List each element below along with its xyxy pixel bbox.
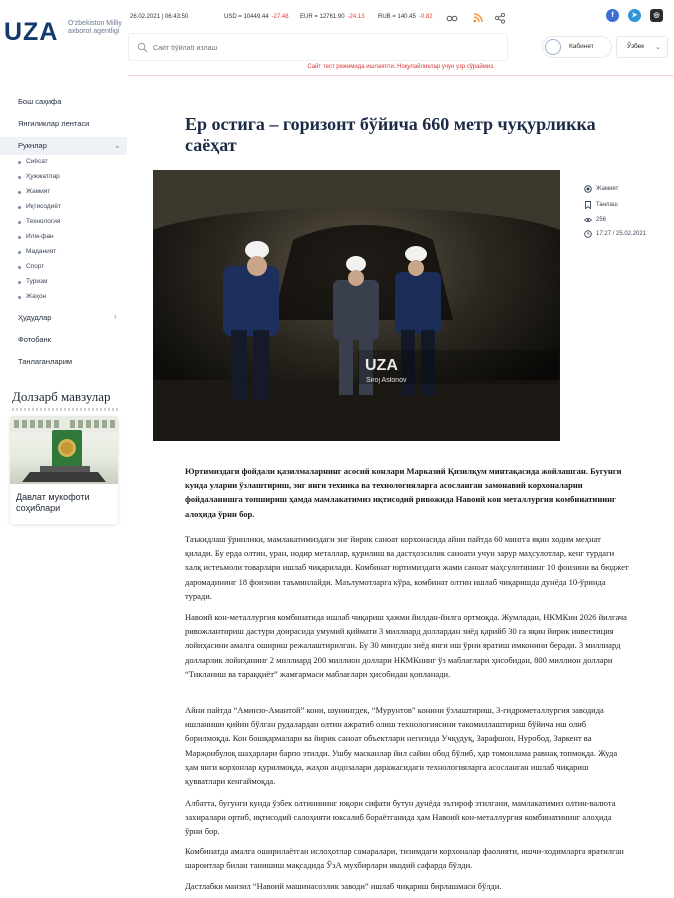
chevron-down-icon: ⌄ xyxy=(655,44,661,51)
rate-usd: USD = 10449.44 -27.48 xyxy=(224,14,289,20)
bookmark-icon xyxy=(584,201,592,209)
rate-eur: EUR = 12761.90 -24.13 xyxy=(300,14,365,20)
share-icon[interactable] xyxy=(494,12,506,24)
cabinet-label: Кабинет xyxy=(569,43,594,50)
photo-watermark: UZA xyxy=(365,357,398,374)
topics-title: Долзарб мавзулар xyxy=(12,389,111,404)
topic-card[interactable] xyxy=(10,416,118,524)
article-photo[interactable] xyxy=(153,170,560,441)
sidebar-subitem-technology[interactable]: Технология xyxy=(26,218,61,225)
article-paragraph: Айни пайтда “Аминзо-Амантой” кони, шунингдек, “Мурунтов” конини ўзлаштириш, 3-гидрометаллургия заводида ишланиши қийин бўлган рудалардан олтин ажратиб олиш технологиясини такомиллаштириш бўйича иш олиб борилмоқда. Кон бошқармалари ва йирик саноат объектлари негизида Учқудуқ, Зарафшон, Нуробод, Заркент ва Марҗонбулоқ шаҳарлари барпо этилди. Ушбу масканлар йил сайин обод бўлиб, ҳар томонлама равнақ топмоқда. Жуда ҳам янги корхонлар қурилмоқда, жаҳон андозалари даражасидаги технологияларга асосланган ишлаб чиқариш қувватлари кенгаймоқда. xyxy=(185,705,618,787)
logo-subtitle: O'zbekiston Milliy axborot agentligi xyxy=(68,20,122,35)
chevron-right-icon: › xyxy=(114,312,117,321)
rate-rub: RUB = 140.45 -0.82 xyxy=(378,14,433,20)
glasses-icon[interactable] xyxy=(446,12,458,24)
search-box[interactable] xyxy=(128,33,508,61)
search-input[interactable] xyxy=(153,40,493,56)
topic-card-title: Давлат мукофоти соҳиблари xyxy=(16,492,90,513)
sidebar-subitem-world[interactable]: Жаҳон xyxy=(26,293,47,300)
topic-image xyxy=(10,416,118,484)
instagram-icon[interactable]: ◎ xyxy=(650,9,663,22)
article-container: Ер остига – горизонт бўйича 660 метр чуқурликка саёҳат UZA Siroj Aslonov Жамият Танлаш 256 17:27 / 25.02.2021 Юртимиздаги фойдали қазилмаларнинг асосий конлари Марказий Қизилқум минтақасида жойлашган. Бугунги кунда уларни ўзлаштириш, энг янги техника ва технологияларга асосланган замонавий корхоналарни фойдаланишга топшириш ҳамда мамлакатимиз иқтисодий ривожида Навоий кон металлургия комбинатининг алоҳида ўрни бор. Таъкидлаш ўринлики, мамлакатимиздаги энг йирик саноат корхонасида айни пайтда 60 мингга яқин ходим меҳнат қилади. Бу ерда олтин, уран, нодир металлар, қурилиш ва дастҳозсилик саноати учун зарур маҳсулотлар, кенг турдаги халқ истеъмоли товарлари ишлаб чиқарилади. Комбинат юртимиздаги жами саноат маҳсулотининг 10 фоизини ва бюджет даромадининг 18 фоизини таъминлайди. Маълумотларга кўра, комбинат олтин ишлаб чиқаришда дунёда 10-ўринда туради. Навоий кон-металлургия комбинатида ишлаб чиқариш ҳажми йилдан-йилга ортмоқда. Жумладан, НКМКни 2026 йилгача ривожлантириш дастури доирасида умумий қиймати 3 миллиард доллардан зиёд қарийб 30 га яқин йирик инвестиция лойиҳасини амалга ошириш режалаштирилган. Бу 30 мингдан зиёд янги иш ўрни яратиш имконини беради. 3 миллиард долларлик лойиҳанинг 2 миллиард 200 миллион доллари НКМКнинг ўз маблағлари ҳисобидан, 800 миллион доллари “Тикланиш ва тараққиёт” жамғармаси маблағлари ҳисобидан қопланади. Айни пайтда “Аминзо-Амантой” кони, шунингдек, “Мурунтов” конини ўзлаштириш, 3-гидрометаллургия заводида ишланиши қийин бўлган рудалардан олтин ажратиб олиш технологиясини такомиллаштириш бўйича иш олиб борилмоқда. Кон бошқармалари ва йирик саноат объектлари негизида Учқудуқ, Зарафшон, Нуробод, Заркент ва Марҗонбулоқ шаҳарлари барпо этилди. Ушбу масканлар йил сайин обод бўлиб, ҳар томонлама равнақ топмоқда. Жуда ҳам янги корхонлар қурилмоқда, жаҳон андозалари даражасидаги технологияларга асосланган ишлаб чиқариш қувватлари кенгаймоқда. Албатта, бугунги кунда ўзбек олтинининг юқори сифати бутун дунёда эътироф этилгани, мамлакатимиз олтин-валюта захиралари ортиб, иқтисодий салоҳияти юксалиб бораётганида ҳам Навоий кон-металлургия комбинатининг алоҳида ўрни бор. Комбинатда амалга оширилаётган ислоҳотлар самаралари, тизимдаги корхоналар фаолияти, ишчи-ходимларга яратилган шароитлар билан танишиш мақсадида ЎзА мухбирлари икодий сафарда бўлди. Дастлабки манзил “Навоий машинасозлик заводи” ишлаб чиқариш бирлашмаси бўлди. xyxy=(128,90,674,898)
sidebar-item-photobank[interactable]: Фотобанк xyxy=(18,335,51,344)
topics-divider xyxy=(12,408,118,411)
article-paragraph: Комбинатда амалга оширилаётган ислоҳотлар самаралари, тизимдаги корхоналар фаолияти, ишчи-ходимларга яратилган шароитлар билан танишиш мақсадида ЎзА мухбирлари икодий сафарда бўлди. xyxy=(185,846,624,871)
language-label: Ўзбек xyxy=(627,43,645,50)
mine-tunnel-image xyxy=(153,170,560,441)
article-paragraph: Навоий кон-металлургия комбинатида ишлаб чиқариш ҳажми йилдан-йилга ортмоқда. Жумладан, НКМКни 2026 йилгача ривожлантириш дастури доирасида умумий қиймати 3 миллиард доллардан зиёд қарийб 30 га яқин йирик инвестиция лойиҳасини амалга ошириш режалаштирилган. Бу 30 мингдан зиёд янги иш ўрни яратиш имконини беради. 3 миллиард долларлик лойиҳанинг 2 миллиард 200 миллион доллари НКМКнинг ўз маблағлари ҳисобидан, 800 миллион доллари “Тикланиш ва тараққиёт” жамғармаси маблағлари ҳисобидан қопланади. xyxy=(185,612,627,679)
photo-credit: Siroj Aslonov xyxy=(366,377,407,384)
sidebar-subitem-tourism[interactable]: Туризм xyxy=(26,278,48,285)
sidebar-subitem-society[interactable]: Жамият xyxy=(26,188,51,195)
language-select[interactable] xyxy=(616,36,668,58)
cabinet-button[interactable] xyxy=(542,36,612,58)
article-paragraph: Албатта, бугунги кунда ўзбек олтинининг юқори сифати бутун дунёда эътироф этилгани, мамлакатимиз олтин-валюта захиралари ортиб, иқтисодий салоҳияти юксалиб бораётганида ҳам Навоий кон-металлургия комбинатининг алоҳида ўрни бор. xyxy=(185,798,616,837)
clock-icon xyxy=(584,230,592,238)
top-info-bar xyxy=(128,12,674,26)
sidebar-item-news-feed[interactable]: Янгиликлар лентаси xyxy=(18,119,90,128)
chevron-down-icon: ⌄ xyxy=(114,141,121,150)
datetime: 26.02.2021 | 06:43:50 xyxy=(130,14,189,20)
sidebar-item-regions[interactable]: Ҳудудлар xyxy=(18,313,52,322)
article-paragraph: Таъкидлаш ўринлики, мамлакатимиздаги энг йирик саноат корхонасида айни пайтда 60 мингга яқин ходим меҳнат қилади. Бу ерда олтин, уран, нодир металлар, қурилиш ва дастҳозсилик саноати учун зарур маҳсулотлар, кенг турдаги халқ истеъмоли товарлари ишлаб чиқарилади. Комбинат юртимиздаги жами саноат маҳсулотининг 10 фоизини ва бюджет даромадининг 18 фоизини таъминлайди. Маълумотларга кўра, комбинат олтин ишлаб чиқаришда дунёда 10-ўринда туради. xyxy=(185,534,629,601)
sidebar-item-home[interactable]: Бош саҳифа xyxy=(18,97,62,106)
rss-icon[interactable] xyxy=(472,12,484,24)
sidebar-subitem-culture[interactable]: Маданият xyxy=(26,248,57,255)
sidebar-subitem-sport[interactable]: Спорт xyxy=(26,263,45,270)
uza-logo[interactable] xyxy=(4,10,124,60)
user-icon xyxy=(545,39,561,55)
eye-icon xyxy=(584,216,592,224)
sidebar-subitem-science[interactable]: Илм-фан xyxy=(26,233,54,240)
sidebar-subitem-politics[interactable]: Сиёсат xyxy=(26,158,48,165)
facebook-icon[interactable]: f xyxy=(606,9,619,22)
sidebar-item-rubrics[interactable]: Рукнлар xyxy=(18,141,47,150)
sidebar-item-favorites[interactable]: Танлаганларим xyxy=(18,357,73,366)
sidebar-subitem-documents[interactable]: Ҳужжатлар xyxy=(26,173,60,180)
medal-photo xyxy=(10,416,118,484)
telegram-icon[interactable]: ➤ xyxy=(628,9,641,22)
logo-wordmark: UZA xyxy=(4,18,59,46)
sidebar-subitem-economy[interactable]: Иқтисодиёт xyxy=(26,203,61,210)
category-icon xyxy=(584,185,592,193)
search-icon xyxy=(137,42,148,53)
test-mode-notice: Сайт тест режимида ишлаяпти. Ноқулайликлар учун узр сўраймиз. xyxy=(128,64,674,76)
article-title: Ер остига – горизонт бўйича 660 метр чуқурликка саёҳат xyxy=(185,114,596,155)
article-paragraph: Дастлабки манзил “Навоий машинасозлик заводи” ишлаб чиқариш бирлашмаси бўлди. xyxy=(185,881,502,891)
article-lead: Юртимиздаги фойдали қазилмаларнинг асосий конлари Марказий Қизилқум минтақасида жойлашган. Бугунги кунда уларни ўзлаштириш, энг янги техника ва технологияларга асосланган замонавий корхоналарни фойдаланишга топшириш ҳамда мамлакатимиз иқтисодий ривожида Навоий кон металлургия комбинатининг алоҳида ўрни бор. xyxy=(185,466,622,519)
